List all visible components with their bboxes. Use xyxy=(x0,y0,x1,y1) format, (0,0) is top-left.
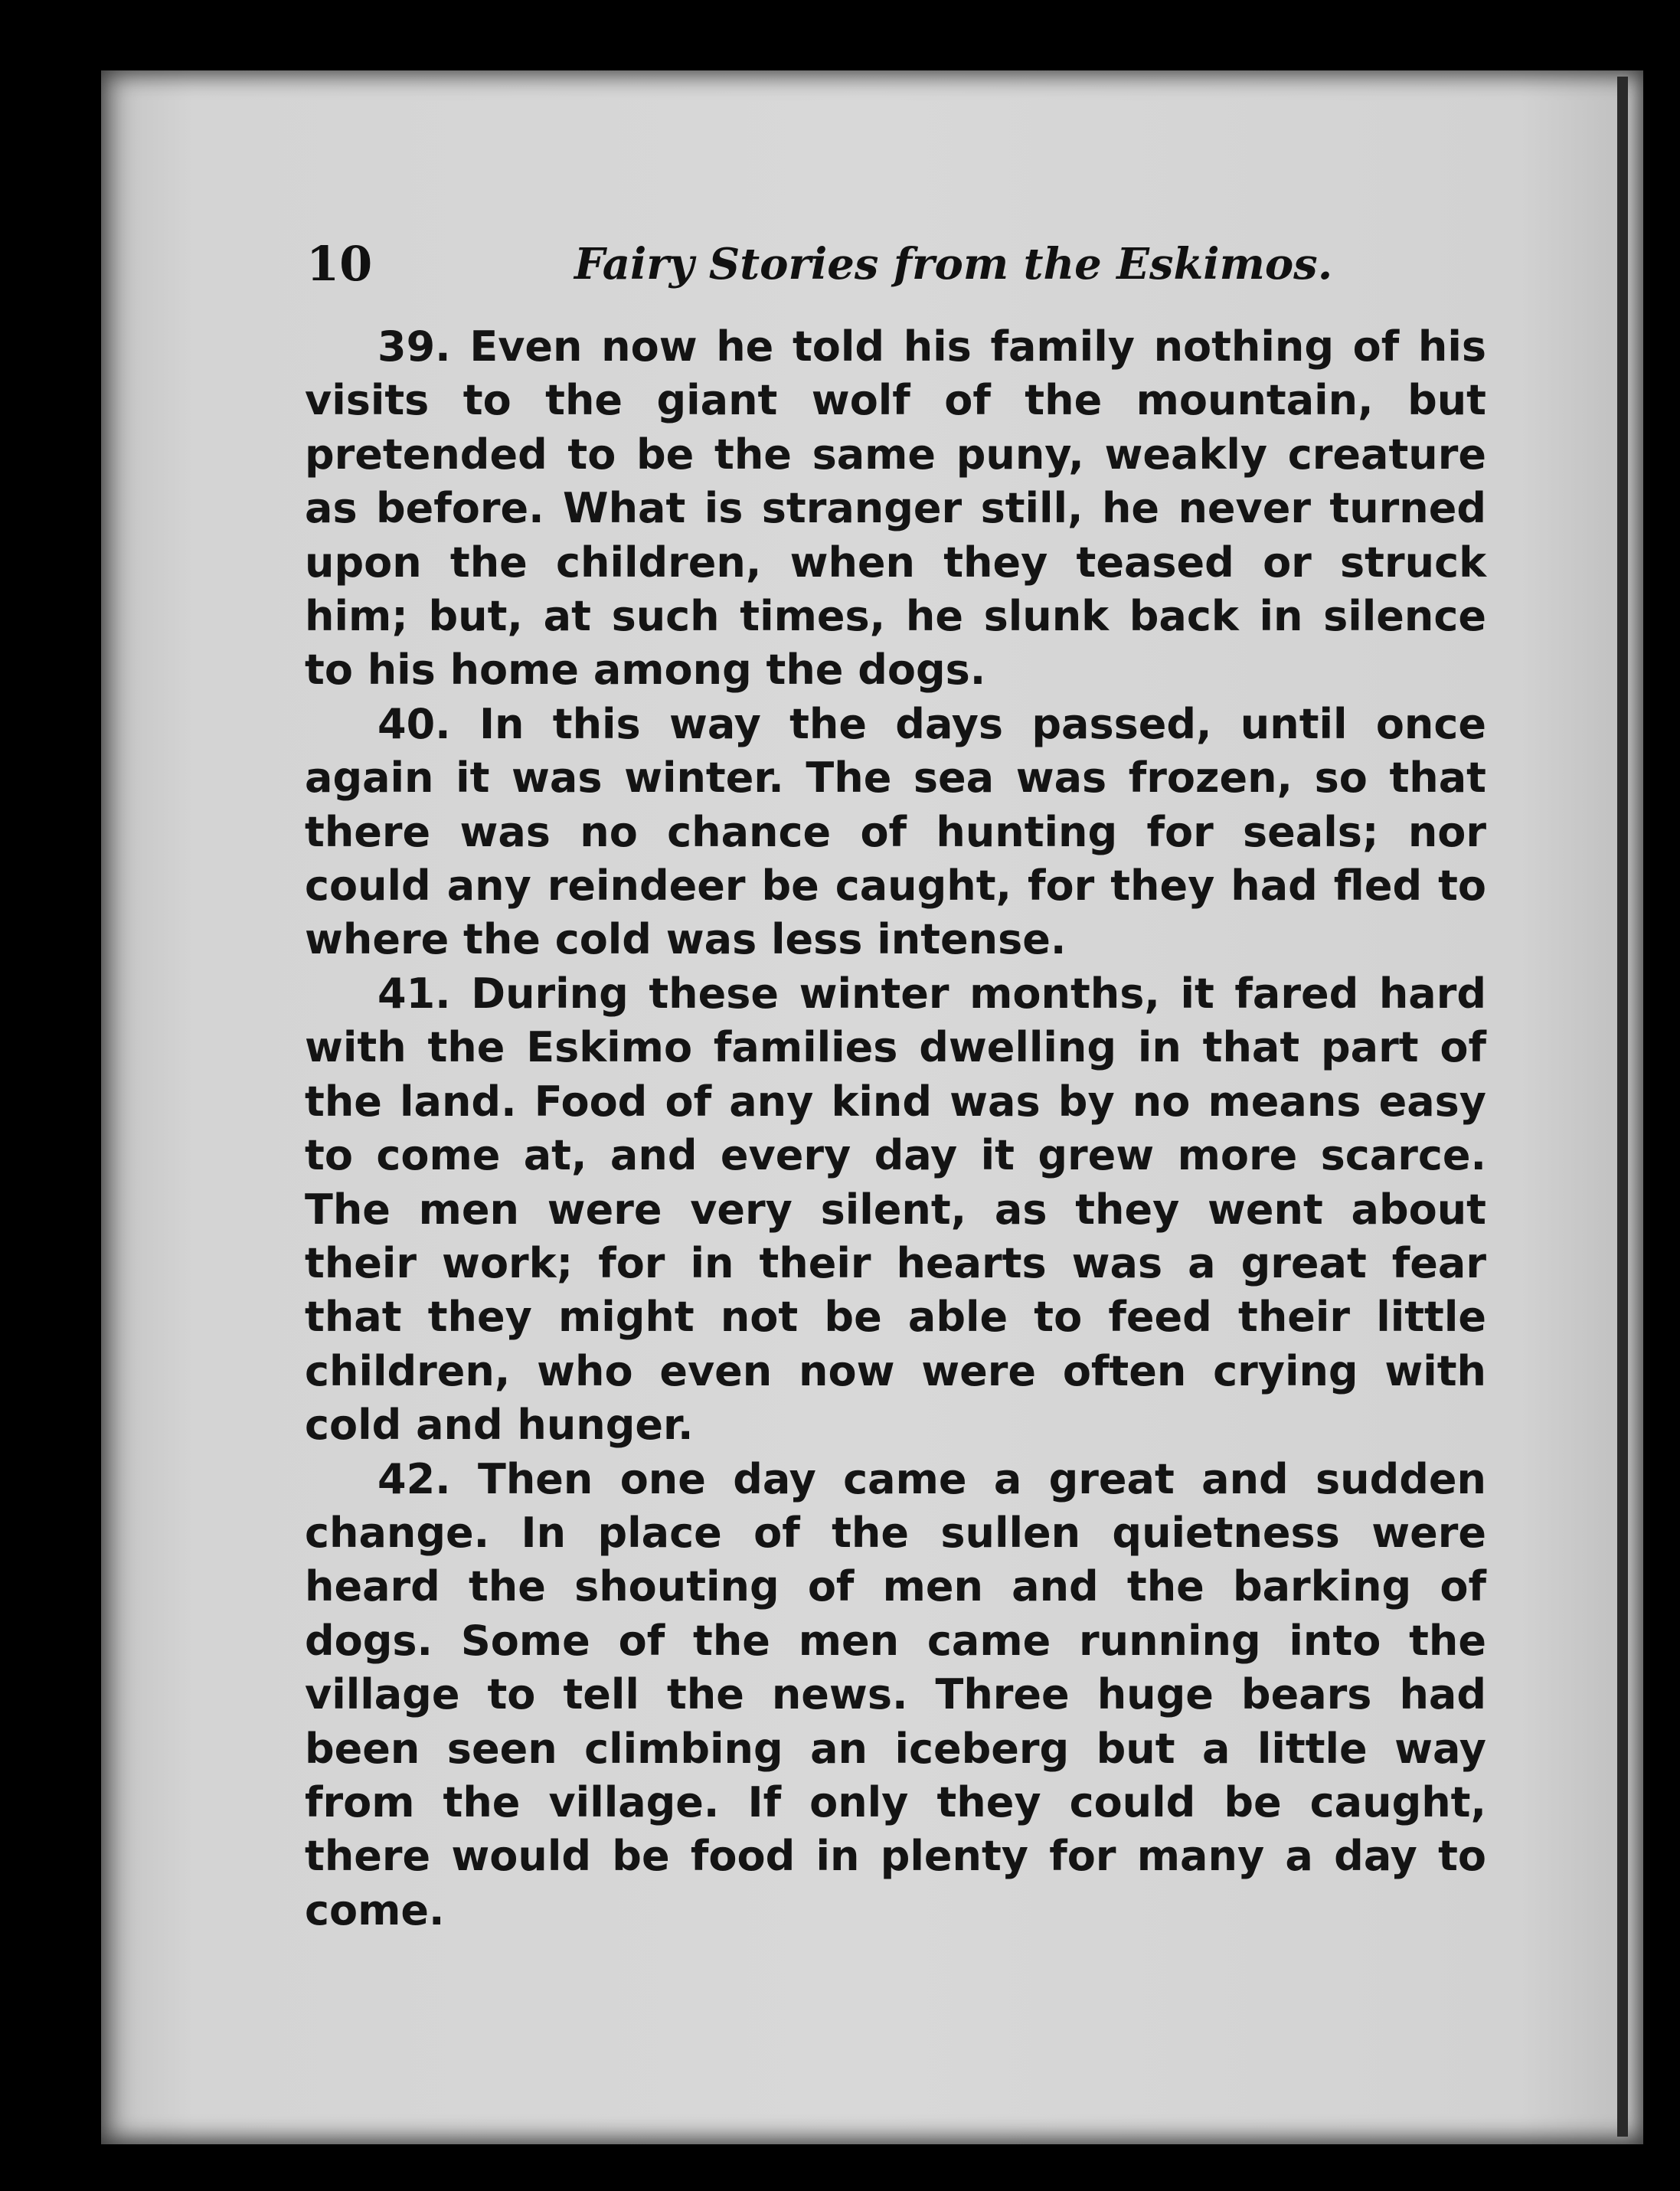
book-spine-edge xyxy=(1617,77,1628,2137)
page-header xyxy=(306,234,1333,295)
paragraph-40: 40. In this way the days passed, until once again it was winter. The sea was frozen, so that there was no chance of hunting for seals; nor could any reindeer be caught, for they had fled to where the cold was less intense. xyxy=(305,699,1486,964)
running-title: Fairy Stories from the Eskimos. xyxy=(574,239,1333,289)
page-number: 10 xyxy=(306,236,373,292)
page-body xyxy=(305,320,1486,1938)
paragraph-41: 41. During these winter months, it fared hard with the Eskimo families dwelling in that part of the land. Food of any kind was by no means easy to come at, and every day it grew more scarce. The men were very silent, as they went about their work; for in their hearts was a great fear that they might not be able to feed their little children, who even now were often crying with cold and hunger. xyxy=(305,969,1486,1450)
paragraph-39: 39. Even now he told his family nothing of his visits to the giant wolf of the mountain, but pretended to be the same puny, weakly creature as before. What is stranger still, he never turned upon the children, when they teased or struck him; but, at such times, he slunk back in silence to his home among the dogs. xyxy=(305,322,1486,695)
paragraph-42: 42. Then one day came a great and sudden change. In place of the sullen quietness were heard the shouting of men and the barking of dogs. Some of the men came running into the village to tell the news. Three huge bears had been seen climbing an iceberg but a little way from the village. If only they could be caught, there would be food in plenty for many a day to come. xyxy=(305,1454,1486,1934)
